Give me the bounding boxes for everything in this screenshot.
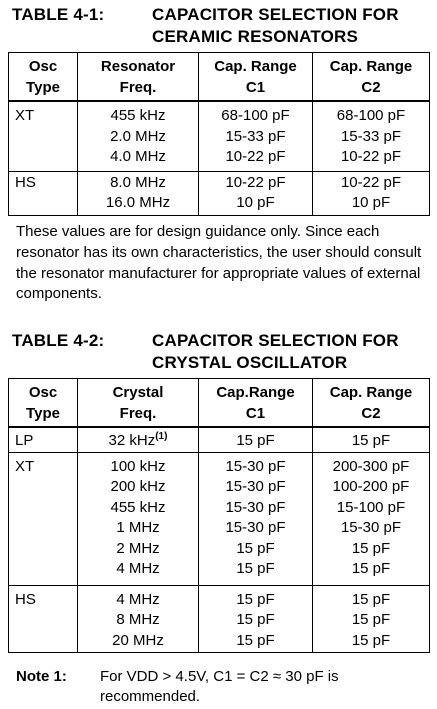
table-row — [9, 559, 430, 585]
c1-cell: 15 pF — [199, 559, 313, 585]
osc-type-cell — [9, 631, 78, 653]
table-row — [9, 427, 430, 452]
table-row — [9, 101, 430, 127]
c1-cell: 10 pF — [199, 193, 313, 215]
table2-header-osc-type: Osc Type — [9, 379, 78, 428]
table-row — [9, 585, 430, 610]
c2-cell: 68-100 pF — [313, 101, 430, 127]
c2-cell: 15-30 pF — [313, 518, 430, 539]
table-row — [9, 498, 430, 519]
c2-cell: 15 pF — [313, 539, 430, 560]
table2-header-freq: Crystal Freq. — [78, 379, 199, 428]
c1-cell: 15 pF — [199, 610, 313, 631]
c1-cell: 15-30 pF — [199, 518, 313, 539]
table-row — [9, 518, 430, 539]
table-row — [9, 477, 430, 498]
table1-header-row — [9, 53, 430, 102]
freq-cell: 16.0 MHz — [78, 193, 199, 215]
table1-header-c1: Cap. Range C1 — [199, 53, 313, 102]
freq-cell: 32 kHz$^{(1)}$ — [78, 427, 199, 452]
table-row — [9, 631, 430, 653]
c2-cell: 15 pF — [313, 585, 430, 610]
freq-cell: 4 MHz — [78, 585, 199, 610]
table1-note: These values are for design guidance only. Since each resonator has its own characteristics, the user should consult the resonator manufacturer for appropriate values of external components. — [16, 223, 422, 303]
osc-type-cell — [9, 559, 78, 585]
table-row — [9, 539, 430, 560]
c1-cell: 10-22 pF — [199, 147, 313, 171]
freq-cell: 20 MHz — [78, 631, 199, 653]
osc-type-cell — [9, 193, 78, 215]
table1-caption — [152, 4, 437, 48]
c2-cell: 10-22 pF — [313, 171, 430, 193]
freq-cell: 4.0 MHz — [78, 147, 199, 171]
osc-type-cell — [9, 477, 78, 498]
freq-cell: 8.0 MHz — [78, 171, 199, 193]
c1-cell: 15-33 pF — [199, 127, 313, 148]
table2-header-c1: Cap.Range C1 — [199, 379, 313, 428]
c1-cell: 15-30 pF — [199, 498, 313, 519]
table2-caption-line2: CRYSTAL OSCILLATOR — [152, 353, 348, 372]
osc-type-cell: HS — [9, 171, 78, 193]
c2-cell: 100-200 pF — [313, 477, 430, 498]
table1-number: TABLE 4-1: — [12, 5, 105, 24]
osc-type-cell: XT — [9, 452, 78, 477]
table2-caption — [152, 330, 437, 374]
table1-header-osc-type: Osc Type — [9, 53, 78, 102]
footnote-text: For VDD > 4.5V, C1 = C2 ≈ 30 pF is recommended. — [100, 668, 339, 705]
freq-cell: 100 kHz — [78, 452, 199, 477]
table1-caption-line2: CERAMIC RESONATORS — [152, 27, 359, 46]
freq-cell: 2 MHz — [78, 539, 199, 560]
table2-caption-line1: CAPACITOR SELECTION FOR — [152, 331, 399, 350]
table-row — [9, 147, 430, 171]
c2-cell: 10 pF — [313, 193, 430, 215]
c1-cell: 10-22 pF — [199, 171, 313, 193]
freq-cell: 455 kHz — [78, 498, 199, 519]
table2-header-row — [9, 379, 430, 428]
c1-cell: 68-100 pF — [199, 101, 313, 127]
osc-type-cell — [9, 498, 78, 519]
c2-cell: 200-300 pF — [313, 452, 430, 477]
c1-cell: 15-30 pF — [199, 452, 313, 477]
freq-cell: 455 kHz — [78, 101, 199, 127]
table2-title — [12, 330, 437, 374]
c2-cell: 15 pF — [313, 610, 430, 631]
table1-header-freq: Resonator Freq. — [78, 53, 199, 102]
freq-cell: 8 MHz — [78, 610, 199, 631]
table1-caption-line1: CAPACITOR SELECTION FOR — [152, 5, 399, 24]
osc-type-cell: LP — [9, 427, 78, 452]
table-row — [9, 171, 430, 193]
table1 — [8, 52, 430, 216]
table2 — [8, 378, 430, 653]
freq-cell: 1 MHz — [78, 518, 199, 539]
osc-type-cell — [9, 539, 78, 560]
freq-cell: 2.0 MHz — [78, 127, 199, 148]
c1-cell: 15 pF — [199, 539, 313, 560]
osc-type-cell: HS — [9, 585, 78, 610]
c1-cell: 15 pF — [199, 427, 313, 452]
c2-cell: 15-100 pF — [313, 498, 430, 519]
table2-header-c2: Cap. Range C2 — [313, 379, 430, 428]
footnote-label: Note 1: — [16, 668, 67, 685]
table-row — [9, 452, 430, 477]
table-row — [9, 193, 430, 215]
osc-type-cell — [9, 610, 78, 631]
c2-cell: 15-33 pF — [313, 127, 430, 148]
c2-cell: 15 pF — [313, 427, 430, 452]
table-row — [9, 610, 430, 631]
table2-number: TABLE 4-2: — [12, 331, 105, 350]
freq-cell: 4 MHz — [78, 559, 199, 585]
osc-type-cell — [9, 127, 78, 148]
c2-cell: 15 pF — [313, 631, 430, 653]
c1-cell: 15 pF — [199, 585, 313, 610]
c1-cell: 15-30 pF — [199, 477, 313, 498]
c2-cell: 10-22 pF — [313, 147, 430, 171]
c2-cell: 15 pF — [313, 559, 430, 585]
c1-cell: 15 pF — [199, 631, 313, 653]
freq-cell: 200 kHz — [78, 477, 199, 498]
osc-type-cell — [9, 147, 78, 171]
table-row — [9, 127, 430, 148]
osc-type-cell: XT — [9, 101, 78, 127]
osc-type-cell — [9, 518, 78, 539]
footnote-ref: (1) — [155, 431, 168, 442]
table1-title — [12, 4, 437, 48]
table1-header-c2: Cap. Range C2 — [313, 53, 430, 102]
